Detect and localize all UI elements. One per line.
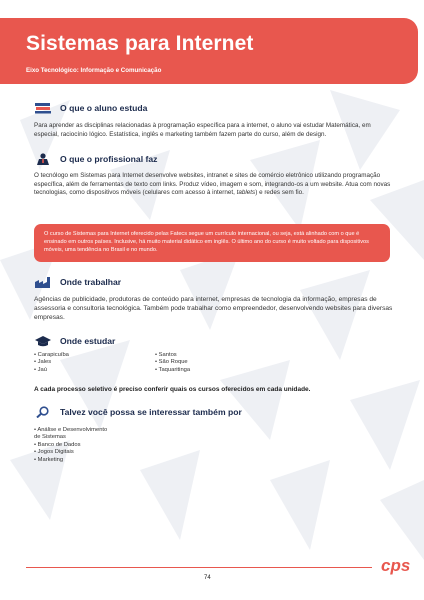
- callout-box: O curso de Sistemas para Internet oferecido pelas Fatecs segue um currículo internacional, ou seja, está alinhado com o que é ensinado em outros países. Inclusive, há muito material didático em inglês. O último ano do curso é muito voltado para dispositivos móveis, uma tendência no Brasil e no mundo.: [34, 224, 390, 262]
- list-item: • Jogos Digitais: [34, 449, 107, 456]
- list-item: • Taquaritinga: [155, 367, 190, 374]
- section-profissional-title: O que o profissional faz: [60, 154, 158, 164]
- section-interessar-title: Talvez você possa se interessar também por: [60, 407, 242, 417]
- footer-line: [26, 567, 372, 568]
- list-item: • Análise e Desenvolvimento: [34, 427, 107, 434]
- section-trabalhar-text: Agências de publicidade, produtoras de conteúdo para internet, empresas de tecnologia da informação, empresas de assessoria e consultoria tecnológica. Também pode trabalhar como empreendedor, desenvolvendo websites para diversas empresas.: [34, 296, 393, 321]
- study-list-col2: [155, 352, 190, 374]
- page-number: 74: [204, 575, 211, 581]
- svg-text:cps: cps: [381, 556, 411, 575]
- section-aluno-text: Para aprender as disciplinas relacionadas à programação específica para a internet, o aluno vai estudar Matemática, em especial, raciocínio lógico. Estatística, inglês e marketing também fazem parte do curso, além de design.: [34, 122, 371, 138]
- tablets-term: tablets: [236, 189, 256, 197]
- related-courses-list: [34, 427, 107, 464]
- list-item: • São Roque: [155, 359, 190, 366]
- professional-icon: [34, 153, 52, 165]
- section-trabalhar-title: Onde trabalhar: [60, 277, 122, 287]
- factory-icon: [34, 276, 52, 288]
- section-trabalhar-heading: [34, 276, 121, 288]
- list-item-continuation: de Sistemas: [34, 434, 66, 441]
- magnifier-icon: [34, 406, 52, 418]
- study-list-col1: [34, 352, 69, 374]
- list-item: • Banco de Dados: [34, 442, 107, 449]
- section-interessar-heading: [34, 406, 242, 418]
- books-icon: [34, 102, 52, 114]
- graduation-cap-icon: [34, 335, 52, 347]
- list-item: • Marketing: [34, 457, 107, 464]
- list-item: • Carapicuíba: [34, 352, 69, 359]
- page-title: Sistemas para Internet: [26, 32, 254, 55]
- list-item: • Santos: [155, 352, 190, 359]
- section-estudar-heading: [34, 335, 115, 347]
- cps-logo: [380, 554, 414, 578]
- page-subtitle: Eixo Tecnológico: Informação e Comunicação: [26, 67, 162, 74]
- section-aluno-heading: [34, 102, 147, 114]
- list-item: • Jaú: [34, 367, 69, 374]
- selection-note: A cada processo seletivo é preciso conferir quais os cursos oferecidos em cada unidade.: [34, 386, 311, 393]
- section-aluno-title: O que o aluno estuda: [60, 103, 148, 113]
- list-item: • Jales: [34, 359, 69, 366]
- section-estudar-title: Onde estudar: [60, 336, 116, 346]
- section-profissional-text: O tecnólogo em Sistemas para Internet desenvolve websites, intranet e sites de comércio eletrônico utilizando programação específica, além de ferramentas de texto com links. Produz vídeo, imagem e som, integrando-os a um website. Atua com novas tecnologias, como dispositivos móveis (celulares com acesso à internet, tablets) e redes sem fio.: [34, 172, 391, 197]
- section-profissional-heading: [34, 153, 157, 165]
